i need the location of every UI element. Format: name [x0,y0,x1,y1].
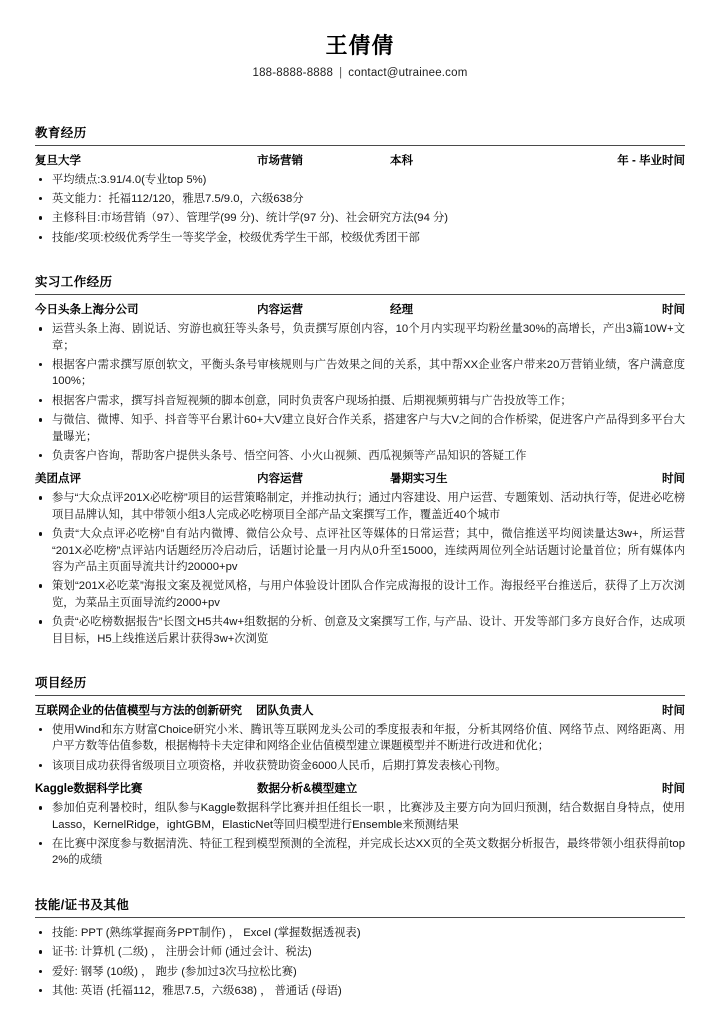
entry-date: 时间 [662,473,685,486]
candidate-name: 王倩倩 [325,33,395,58]
bullet-item: 参加伯克利暑校时，组队参与Kaggle数据科学比赛并担任组长一职 ，比赛涉及主要方向为回归预测，结合数据自身特点，使用Lasso，KernelRidge，ightGBM，ElasticNet等回归模型进行Ensemble来预测结果 [35,800,685,833]
section-skills [35,895,685,1000]
entry-date: 时间 [662,705,685,718]
bullet-item: 平均绩点:3.91/4.0(专业top 5%) [35,172,685,188]
entry-header-row [35,302,685,318]
entry-bullet-list [35,172,685,247]
bullet-item: 负责“必吃榜数据报告”长图文H5共4w+组数据的分析、创意及文案撰写工作, 与产品、设计、开发等部门多方良好合作，达成项目目标，H5上线推送后累计获得3w+次浏览 [35,614,685,647]
bullet-item: 根据客户需求，撰写抖音短视频的脚本创意，同时负责客户现场拍摄、后期视频剪辑与广告投放等工作； [35,393,685,409]
bullet-item: 证书: 计算机 (二级) ， 注册会计师 (通过会计、税法) [35,944,685,960]
bullet-item: 爱好: 钢琴 (10级) ， 跑步 (参加过3次马拉松比赛) [35,964,685,980]
resume-sections [35,123,685,1000]
entry-department: 内容运营 [257,473,303,486]
bullet-item: 其他: 英语 (托福112，雅思7.5，六级638) ， 普通话 (母语) [35,983,685,999]
bullet-item: 策划“201X必吃菜”海报文案及视觉风格，与用户体验设计团队合作完成海报的设计工作。海报经平台推送后，获得了上万次浏览，为菜品主页面导流约2000+pv [35,578,685,611]
bullet-item: 技能: PPT (熟练掌握商务PPT制作) ， Excel (掌握数据透视表) [35,925,685,941]
entry-organization: Kaggle数据科学比赛 [35,783,143,796]
entry-organization: 今日头条上海分公司 [35,304,139,317]
entry-header-row [35,471,685,487]
resume-entry [35,781,685,869]
resume-entry [35,925,685,1000]
entry-role: 暑期实习生 [390,473,448,486]
entry-bullet-list [35,800,685,869]
email-address: contact@utrainee.com [348,66,468,79]
entry-department: 数据分析&模型建立 [257,783,358,796]
entry-role: 经理 [390,304,413,317]
section-work [35,272,685,647]
entry-department: 内容运营 [257,304,303,317]
section-title: 项目经历 [35,676,87,691]
entry-header-row [35,781,685,797]
bullet-item: 参与“大众点评201X必吃榜”项目的运营策略制定，并推动执行；通过内容建设、用户运营、专题策划、活动执行等，促进必吃榜项目品牌认知，其中带领小组3人完成必吃榜项目全部产品文案撰写工作，覆盖近40个城市 [35,490,685,523]
phone-number: 188-8888-8888 [252,66,334,79]
entry-organization: 复旦大学 [35,154,81,167]
bullet-item: 根据客户需求撰写原创软文，平衡头条号审核规则与广告效果之间的关系，其中帮XX企业客户带来20万营销业绩，客户满意度100%； [35,357,685,390]
bullet-item: 负责客户咨询，帮助客户提供头条号、悟空问答、小火山视频、西瓜视频等产品知识的答疑工作 [35,448,685,464]
entry-date: 时间 [662,783,685,796]
bullet-item: 主修科目:市场营销（97）、管理学(99 分)、统计学(97 分)、社会研究方法(94 分) [35,210,685,226]
entry-organization: 互联网企业的估值模型与方法的创新研究 [35,705,242,718]
resume-entry [35,703,685,774]
bullet-item: 使用Wind和东方财富Choice研究小米、腾讯等互联网龙头公司的季度报表和年报，分析其网络价值、网络节点、网络距离、用户平方数等估值参数，根据梅特卡夫定律和网络企业估值模型建立课题模型并不断进行改进和优化； [35,722,685,755]
resume-entry [35,471,685,647]
entry-role: 团队负责人 [256,705,314,718]
entry-role: 本科 [390,154,413,167]
resume-entry [35,302,685,464]
section-title: 技能/证书及其他 [35,897,130,912]
entry-bullet-list [35,925,685,1000]
section-education [35,123,685,247]
contact-line [35,67,685,79]
resume-header [35,0,685,79]
section-divider [35,294,685,295]
entry-date: 年 - 毕业时间 [617,154,685,167]
entry-header-row [35,153,685,169]
entry-date: 时间 [662,304,685,317]
resume-entry [35,153,685,247]
bullet-item: 该项目成功获得省级项目立项资格，并收获赞助资金6000人民币，后期打算发表核心刊物。 [35,758,685,774]
section-title: 实习工作经历 [35,275,113,290]
bullet-item: 技能/奖项:校级优秀学生一等奖学金，校级优秀学生干部，校级优秀团干部 [35,230,685,246]
bullet-item: 英文能力：托福112/120，雅思7.5/9.0，六级638分 [35,191,685,207]
entry-bullet-list [35,490,685,647]
section-divider [35,917,685,918]
entry-bullet-list [35,722,685,774]
section-projects [35,673,685,869]
section-divider [35,145,685,146]
contact-separator: | [339,66,343,79]
entry-bullet-list [35,321,685,464]
bullet-item: 在比赛中深度参与数据清洗、特征工程到模型预测的全流程，并完成长达XX页的全英文数据分析报告，最终带领小组获得前top 2%的成绩 [35,836,685,869]
section-title: 教育经历 [35,125,87,140]
entry-department: 市场营销 [257,154,303,167]
bullet-item: 负责“大众点评必吃榜”自有站内微博、微信公众号、点评社区等媒体的日常运营；其中，微信推送平均阅读量达3w+，所运营“201X必吃榜”点评站内话题经历冷启动后，话题讨论量一月内从0升至15000，连续两周位列全站话题讨论量首位；所有媒体内容为产品主页面导流共计约20000+pv [35,526,685,575]
section-divider [35,695,685,696]
bullet-item: 运营头条上海、剧说话、穷游也疯狂等头条号，负责撰写原创内容，10个月内实现平均粉丝量30%的高增长，产出3篇10W+文章； [35,321,685,354]
entry-organization: 美团点评 [35,473,81,486]
bullet-item: 与微信、微博、知乎、抖音等平台累计60+大V建立良好合作关系，搭建客户与大V之间的合作桥梁，促进客户产品得到多平台大量曝光； [35,412,685,445]
entry-header-row [35,703,685,719]
